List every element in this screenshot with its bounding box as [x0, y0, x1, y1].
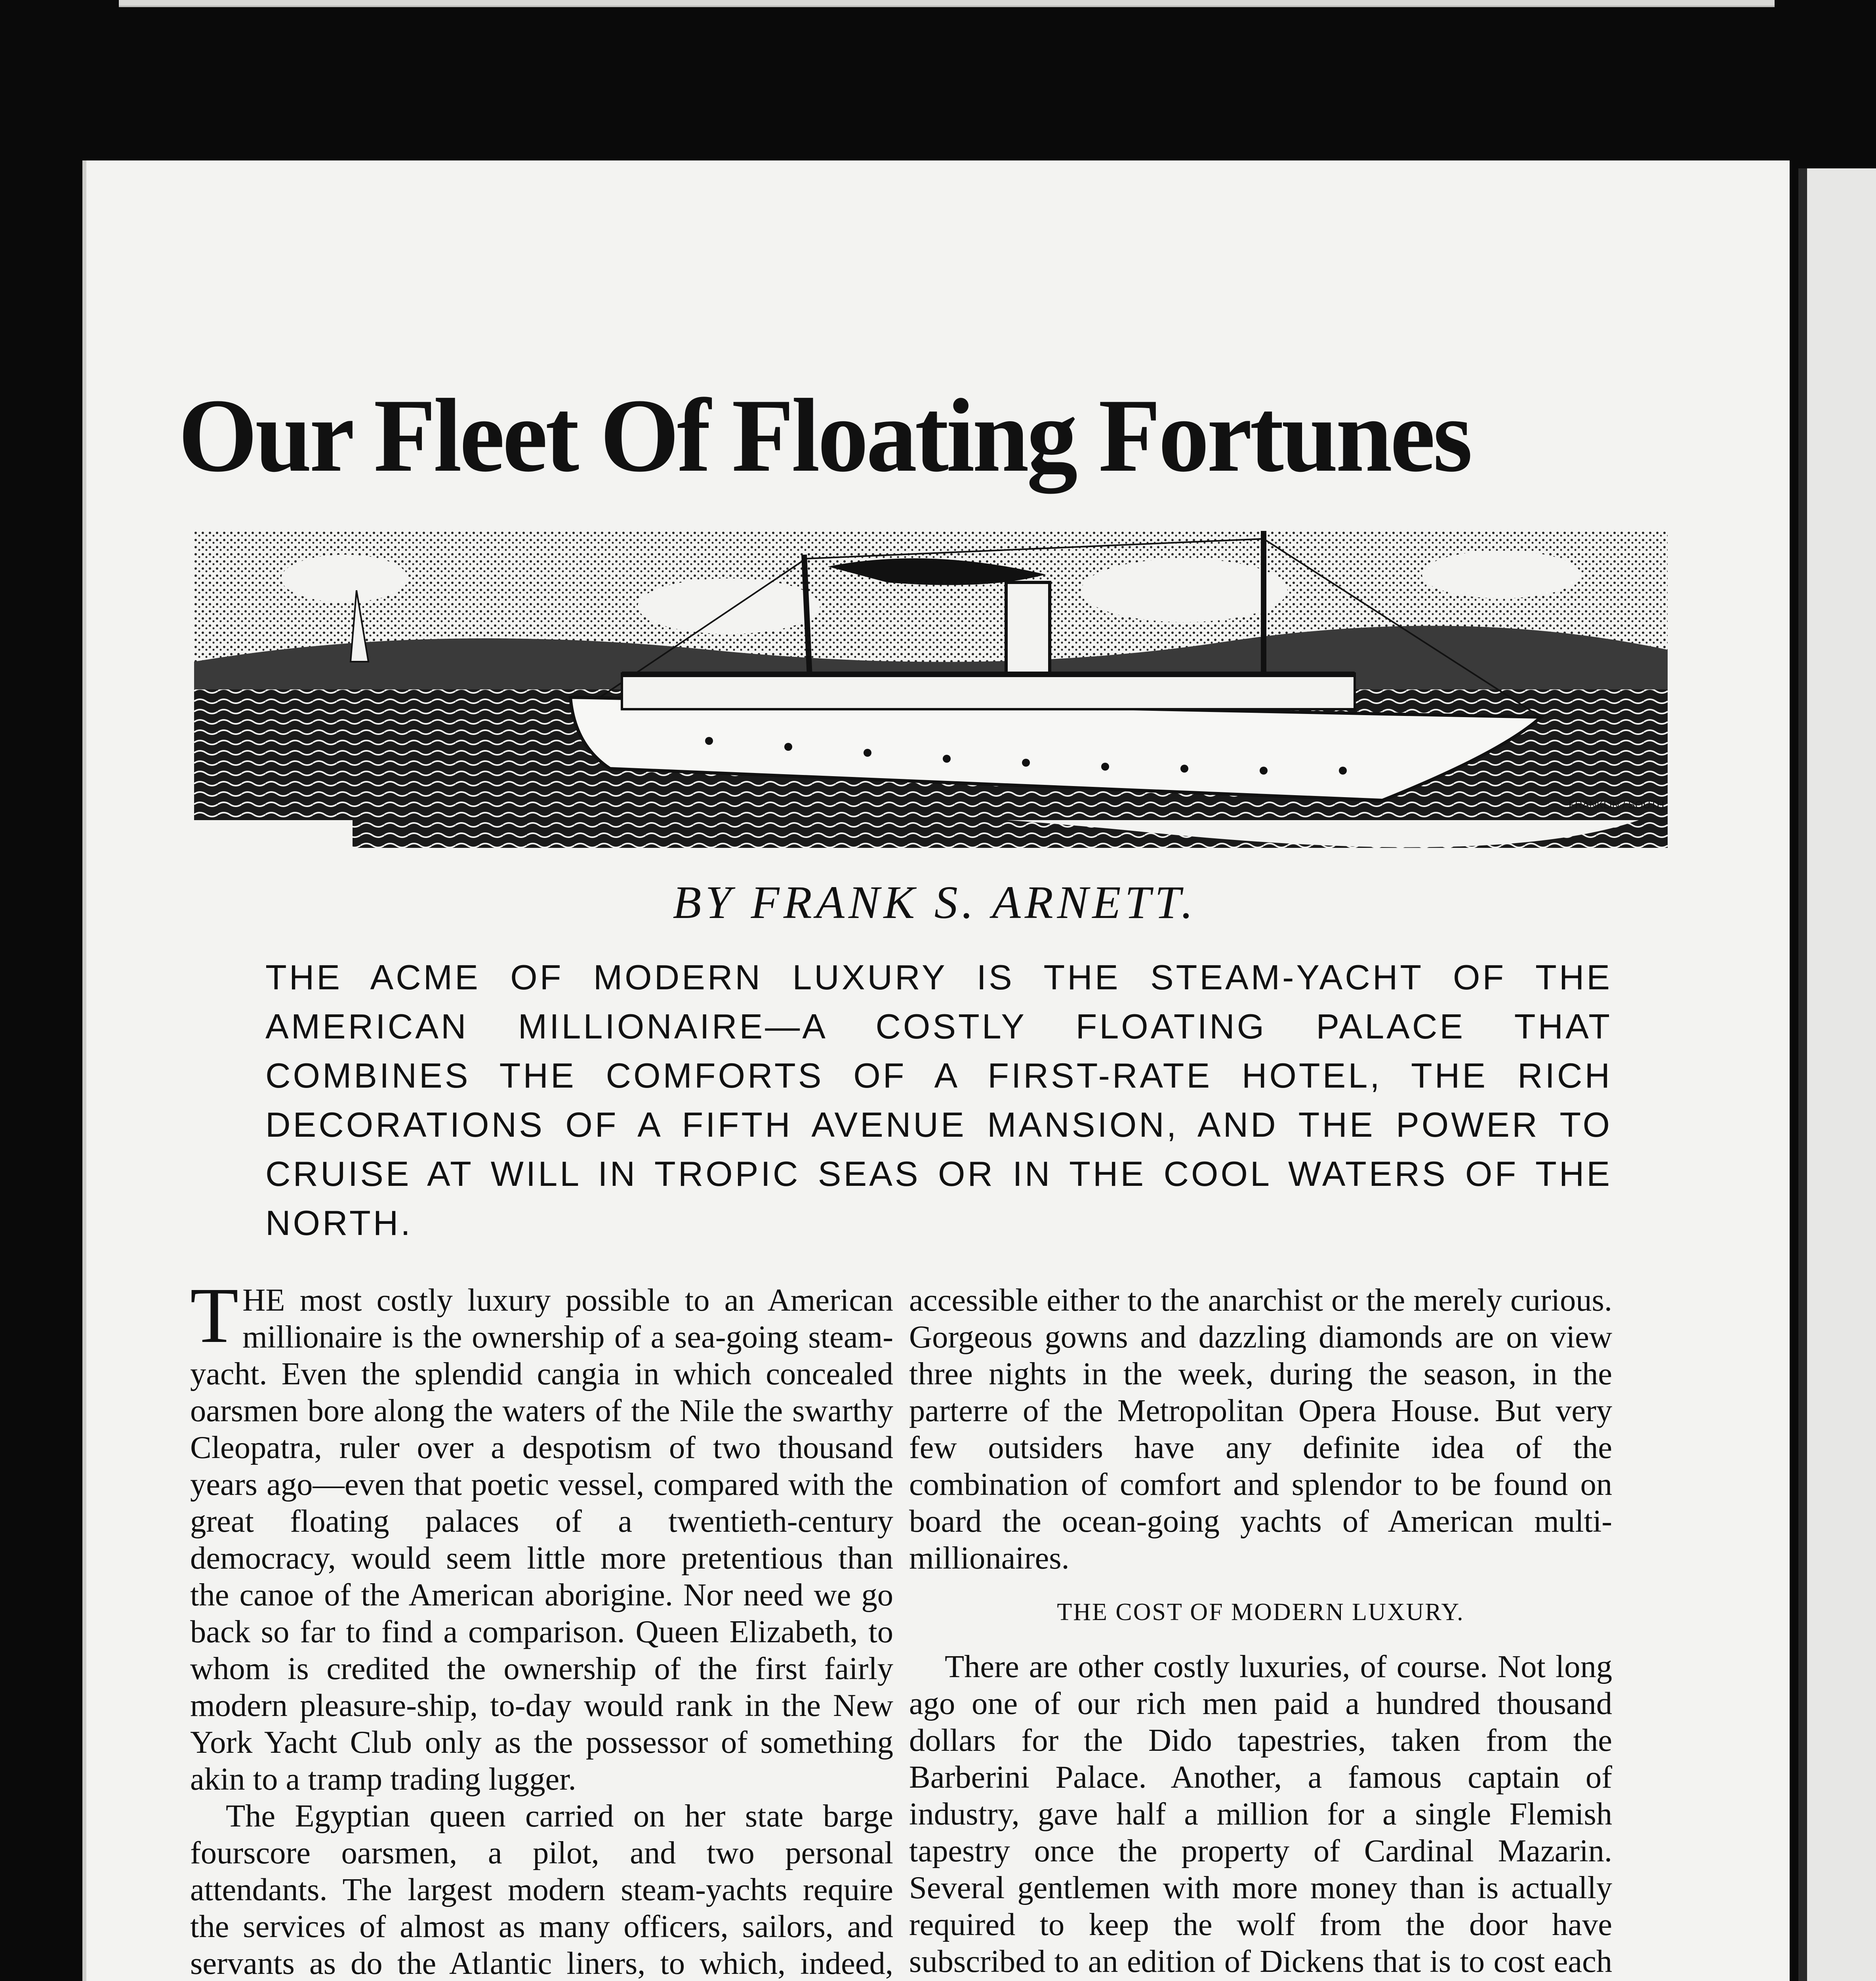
steam-yacht-illustration — [194, 531, 1668, 848]
previous-page-edge — [119, 0, 1775, 7]
paragraph: THE most costly luxury possible to an American millionaire is the ownership of a sea-going steam-yacht. Even the splendid cangia in which concealed oarsmen bore along the waters of the Nile the swarthy Cleopatra, ruler over a despotism of two thousand years ago—even that poetic vessel, compared with the great floating palaces of a twentieth-century democracy, would seem little more pretentious than the canoe of the American aborigine. Nor need we go back so far to find a comparison. Queen Elizabeth, to whom is credited the ownership of the first fairly modern pleasure-ship, to-day would rank in the New York Yacht Club only as the possessor of something akin to a tramp trading lugger. — [190, 1272, 893, 1797]
left-column — [190, 1272, 893, 1981]
svg-text:FRANKLIN / SOUTH: FRANKLIN / SOUTH — [1569, 799, 1664, 811]
article-deck: THE ACME OF MODERN LUXURY IS THE STEAM-YACHT OF THE AMERICAN MILLIONAIRE—A COSTLY FLOATING PALACE THAT COMBINES THE COMFORTS OF A FIRST-RATE HOTEL, THE RICH DECORATIONS OF A FIFTH AVENUE MANSION, AND THE POWER TO CRUISE AT WILL IN TROPIC SEAS OR IN THE COOL WATERS OF THE NORTH. — [265, 958, 1612, 1242]
paragraph: There are other costly luxuries, of course. Not long ago one of our rich men paid a hundred thousand dollars for the Dido tapestries, taken from the Barberini Palace. Another, a famous captain of industry, gave half a million for a single Flemish tapestry once the property of Cardinal Mazarin. Several gentlemen with more money than is actually required to keep the wolf from the door have subscribed to an edition of Dickens that is to cost each — [909, 1649, 1612, 1979]
byline: BY FRANK S. ARNETT. — [673, 876, 1197, 928]
drop-cap: T — [190, 1272, 239, 1359]
right-column — [909, 1282, 1612, 1981]
paragraph: The Egyptian queen carried on her state barge fourscore oarsmen, a pilot, and two personal attendants. The largest modern steam-yachts require the services of almost as many officers, sailors, and servants as do the Atlantic liners, to which, indeed, — [190, 1798, 893, 1981]
paragraph: accessible either to the anarchist or the merely curious. Gorgeous gowns and dazzling diamonds are on view three nights in the week, during the season, in the parterre of the Metropolitan Opera House. But very few outsiders have any definite idea of the combination of comfort and splendor to be found on board the ocean-going yachts of American multi-millionaires. — [909, 1282, 1612, 1576]
section-subhead: THE COST OF MODERN LUXURY. — [1057, 1599, 1464, 1626]
next-page-edge — [1798, 168, 1876, 1981]
article-title: Our Fleet Of Floating Fortunes — [178, 378, 1470, 494]
